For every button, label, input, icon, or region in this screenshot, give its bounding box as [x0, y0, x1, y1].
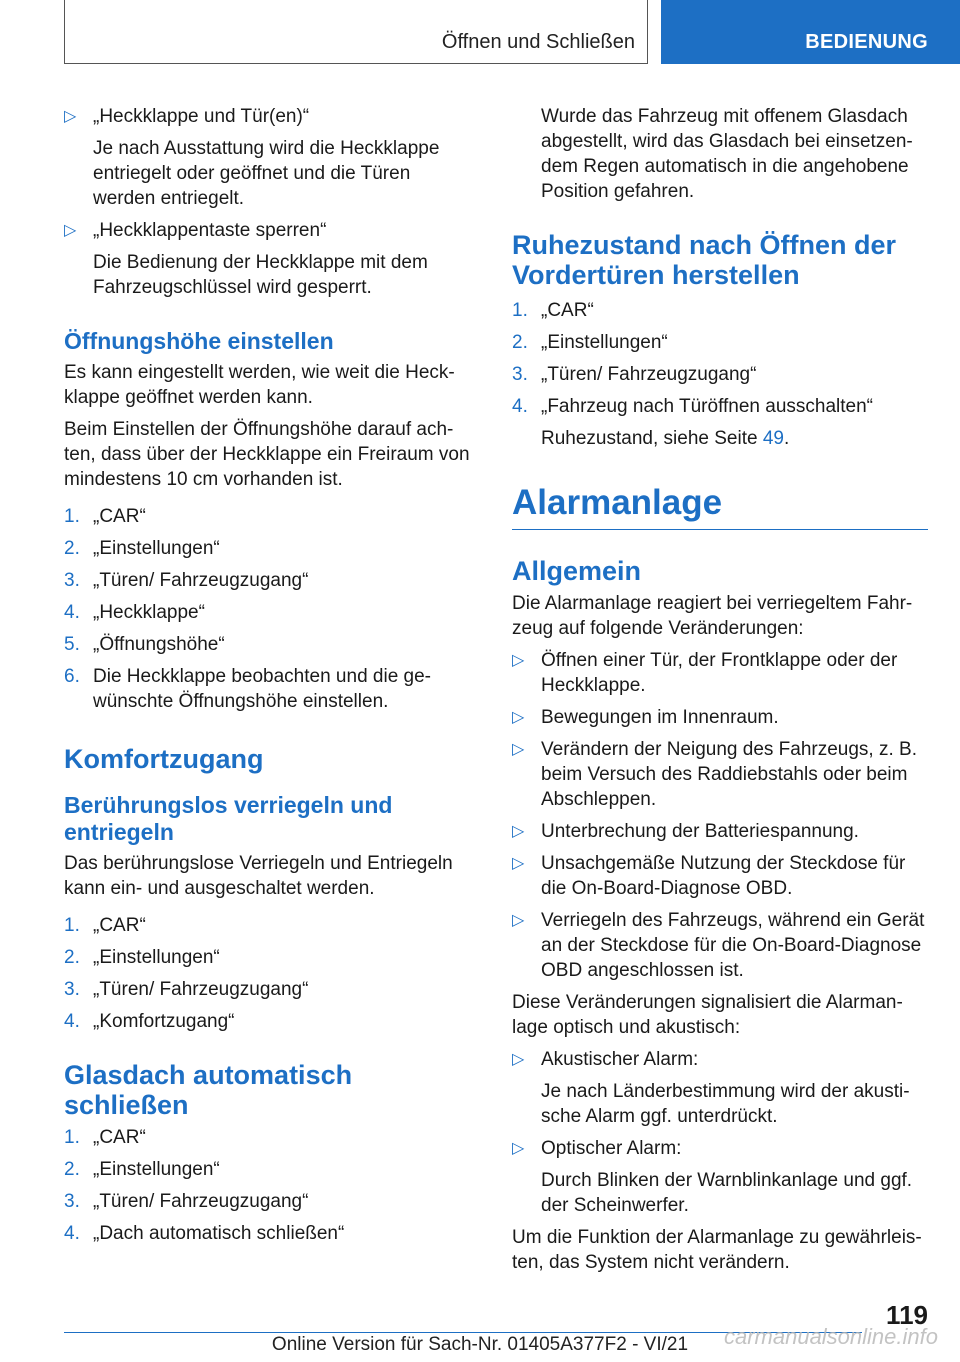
alarm-trigger-list — [512, 648, 928, 983]
chapter-tab: BEDIENUNG — [661, 0, 960, 64]
bullet-text: Die Bedienung der Heckklappe mit dem Fahrzeugschlüssel wird gesperrt. — [93, 252, 428, 298]
bullet-text: Je nach Ausstattung wird die Heckklappe entriegelt oder geöffnet und die Türen werden entriegelt. — [93, 138, 440, 209]
list-item: 5. „Öffnungshöhe“ — [64, 634, 225, 655]
paragraph: Das berührungslose Verriegeln und Entriegeln kann ein- und ausgeschaltet werden. — [64, 853, 453, 899]
triangle-bullet-icon: ▷ — [512, 652, 525, 669]
triangle-bullet-icon: ▷ — [64, 222, 77, 239]
heading-alarmanlage: Alarmanlage — [512, 481, 928, 530]
list-item: 4. „Fahrzeug nach Türöffnen ausschalten“ Ruhezustand, siehe Seite 49. — [512, 394, 928, 451]
list-item: 3. „Türen/ Fahrzeugzugang“ — [64, 570, 309, 591]
heading-komfortzugang: Komfortzugang — [64, 744, 264, 774]
triangle-bullet-icon: ▷ — [512, 855, 525, 872]
heading-ruhezustand: Ruhezustand nach Öffnen der Vordertüren herstellen — [512, 230, 897, 290]
bullet-title: „Heckklappentaste sperren“ — [93, 220, 327, 241]
section-title: Öffnen und Schließen — [64, 0, 648, 64]
step-note: Ruhezustand, siehe Seite 49. — [541, 428, 790, 449]
list-item: 1. „CAR“ — [64, 915, 146, 936]
triangle-bullet-icon: ▷ — [512, 912, 525, 929]
list-item: 3. „Türen/ Fahrzeugzugang“ — [64, 979, 309, 1000]
paragraph: Die Alarmanlage reagiert bei verriegeltem Fahr-zeug auf folgende Veränderungen: — [512, 593, 913, 639]
list-item: ▷ Optischer Alarm: Durch Blinken der Warnblinkanlage und ggf. der Scheinwerfer. — [512, 1138, 913, 1216]
steps-oeffnungshoehe — [64, 504, 476, 714]
paragraph: Wurde das Fahrzeug mit offenem Glasdach abgestellt, wird das Glasdach bei einsetzen-dem Regen automatisch in die angehobene Position gefahren. — [541, 106, 913, 202]
list-item: 4. „Dach automatisch schließen“ — [64, 1223, 345, 1244]
list-item: ▷ Verändern der Neigung des Fahrzeugs, z. B. beim Versuch des Raddiebstahls oder beim Abschleppen. — [512, 739, 918, 810]
triangle-bullet-icon: ▷ — [64, 108, 77, 125]
paragraph: Diese Veränderungen signalisiert die Alarman-lage optisch und akustisch: — [512, 992, 903, 1038]
left-column — [64, 104, 476, 1253]
bullet-title: „Heckklappe und Tür(en)“ — [93, 106, 310, 127]
list-item: 3. „Türen/ Fahrzeugzugang“ — [512, 364, 757, 385]
list-item: ▷ Unterbrechung der Batteriespannung. — [512, 821, 859, 842]
list-item: 2. „Einstellungen“ — [512, 332, 668, 353]
triangle-bullet-icon: ▷ — [512, 709, 525, 726]
steps-glasdach — [64, 1125, 476, 1246]
right-column — [512, 104, 928, 1282]
list-item — [64, 218, 476, 300]
list-item: 6. Die Heckklappe beobachten und die ge-wünschte Öffnungshöhe einstellen. — [64, 666, 432, 712]
list-item: ▷ Unsachgemäße Nutzung der Steckdose für die On-Board-Diagnose OBD. — [512, 853, 906, 899]
page-number: 119 — [886, 1300, 928, 1330]
page-link[interactable]: 49 — [762, 428, 784, 449]
paragraph: Um die Funktion der Alarmanlage zu gewährleis-ten, das System nicht verändern. — [512, 1227, 922, 1273]
list-item: 1. „CAR“ — [64, 506, 146, 527]
subheading-beruehrungslos: Berührungslos verriegeln und entriegeln — [64, 792, 393, 845]
subheading-allgemein: Allgemein — [512, 556, 642, 586]
triangle-bullet-icon: ▷ — [512, 1140, 525, 1157]
watermark: carmanualsonline.info — [723, 1324, 938, 1349]
steps-ruhezustand — [512, 298, 928, 451]
list-item: 1. „CAR“ — [512, 300, 594, 321]
list-item: 2. „Einstellungen“ — [64, 1159, 220, 1180]
list-item: 2. „Einstellungen“ — [64, 538, 220, 559]
list-item: 1. „CAR“ — [64, 1127, 146, 1148]
list-item: 2. „Einstellungen“ — [64, 947, 220, 968]
list-item: 3. „Türen/ Fahrzeugzugang“ — [64, 1191, 309, 1212]
triangle-bullet-icon: ▷ — [512, 741, 525, 758]
heading-oeffnungshoehe: Öffnungshöhe einstellen — [64, 328, 334, 354]
triangle-bullet-icon: ▷ — [512, 1051, 525, 1068]
list-item: ▷ Akustischer Alarm: Je nach Länderbestimmung wird der akusti-sche Alarm ggf. unterdrückt. — [512, 1049, 910, 1127]
triangle-bullet-icon: ▷ — [512, 823, 525, 840]
intro-bullet-list — [64, 104, 476, 300]
list-item: ▷ Öffnen einer Tür, der Frontklappe oder der Heckklappe. — [512, 650, 898, 696]
list-item: ▷ Bewegungen im Innenraum. — [512, 707, 779, 728]
list-item — [64, 104, 476, 211]
list-item: 4. „Komfortzugang“ — [64, 1011, 235, 1032]
paragraph: Es kann eingestellt werden, wie weit die Heck-klappe geöffnet werden kann. — [64, 362, 455, 408]
footer-version: Online Version für Sach-Nr. 01405A377F2 - VI/21 — [271, 1334, 689, 1355]
heading-glasdach: Glasdach automatisch schließen — [64, 1060, 353, 1120]
list-item: ▷ Verriegeln des Fahrzeugs, während ein Gerät an der Steckdose für die On-Board-Diagnose OBD angeschlossen ist. — [512, 910, 925, 981]
steps-komfortzugang — [64, 913, 476, 1034]
alarm-signal-list — [512, 1047, 928, 1218]
list-item: 4. „Heckklappe“ — [64, 602, 205, 623]
paragraph: Beim Einstellen der Öffnungshöhe darauf ach-ten, dass über der Heckklappe ein Freiraum von mindestens 10 cm vorhanden ist. — [64, 419, 470, 490]
